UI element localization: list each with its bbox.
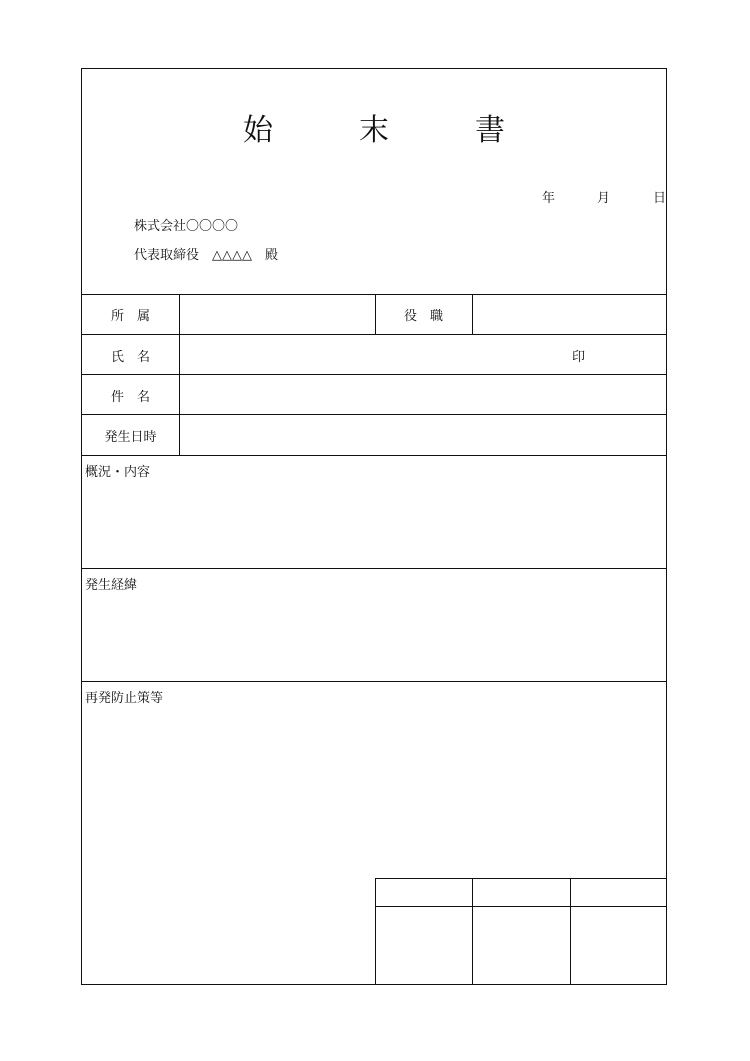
rule-stamp-col-1: [375, 878, 376, 984]
datetime-label: 発生日時: [104, 430, 157, 445]
rule-row-datetime: [82, 455, 666, 456]
rule-row-affiliation: [82, 334, 666, 335]
position-label: 役 職: [403, 309, 443, 324]
rule-overview-bottom: [82, 568, 666, 569]
addressee-representative: 代表取締役 △△△△ 殿: [134, 248, 278, 263]
date-year-label: 年: [542, 191, 556, 206]
affiliation-label: 所 属: [110, 309, 150, 324]
subject-label: 件 名: [110, 390, 150, 405]
date-day-label: 日: [653, 191, 667, 206]
rule-label-column: [179, 294, 180, 455]
seal-label: 印: [572, 350, 586, 365]
prevention-label: 再発防止策等: [85, 691, 164, 706]
name-label: 氏 名: [110, 350, 150, 365]
document-title: 始 末 書: [243, 113, 533, 148]
date-month-label: 月: [597, 191, 611, 206]
rule-position-right: [472, 294, 473, 334]
rule-background-bottom: [82, 681, 666, 682]
rule-stamp-header: [375, 906, 666, 907]
rule-header-bottom: [82, 294, 666, 295]
addressee-company: 株式会社〇〇〇〇: [134, 219, 239, 234]
rule-stamp-top: [375, 878, 666, 879]
rule-row-name: [82, 374, 666, 375]
background-label: 発生経緯: [85, 578, 138, 593]
rule-stamp-col-3: [570, 878, 571, 984]
overview-label: 概況・内容: [85, 465, 151, 480]
document-frame: [81, 68, 667, 985]
rule-stamp-col-2: [472, 878, 473, 984]
rule-row-subject: [82, 414, 666, 415]
